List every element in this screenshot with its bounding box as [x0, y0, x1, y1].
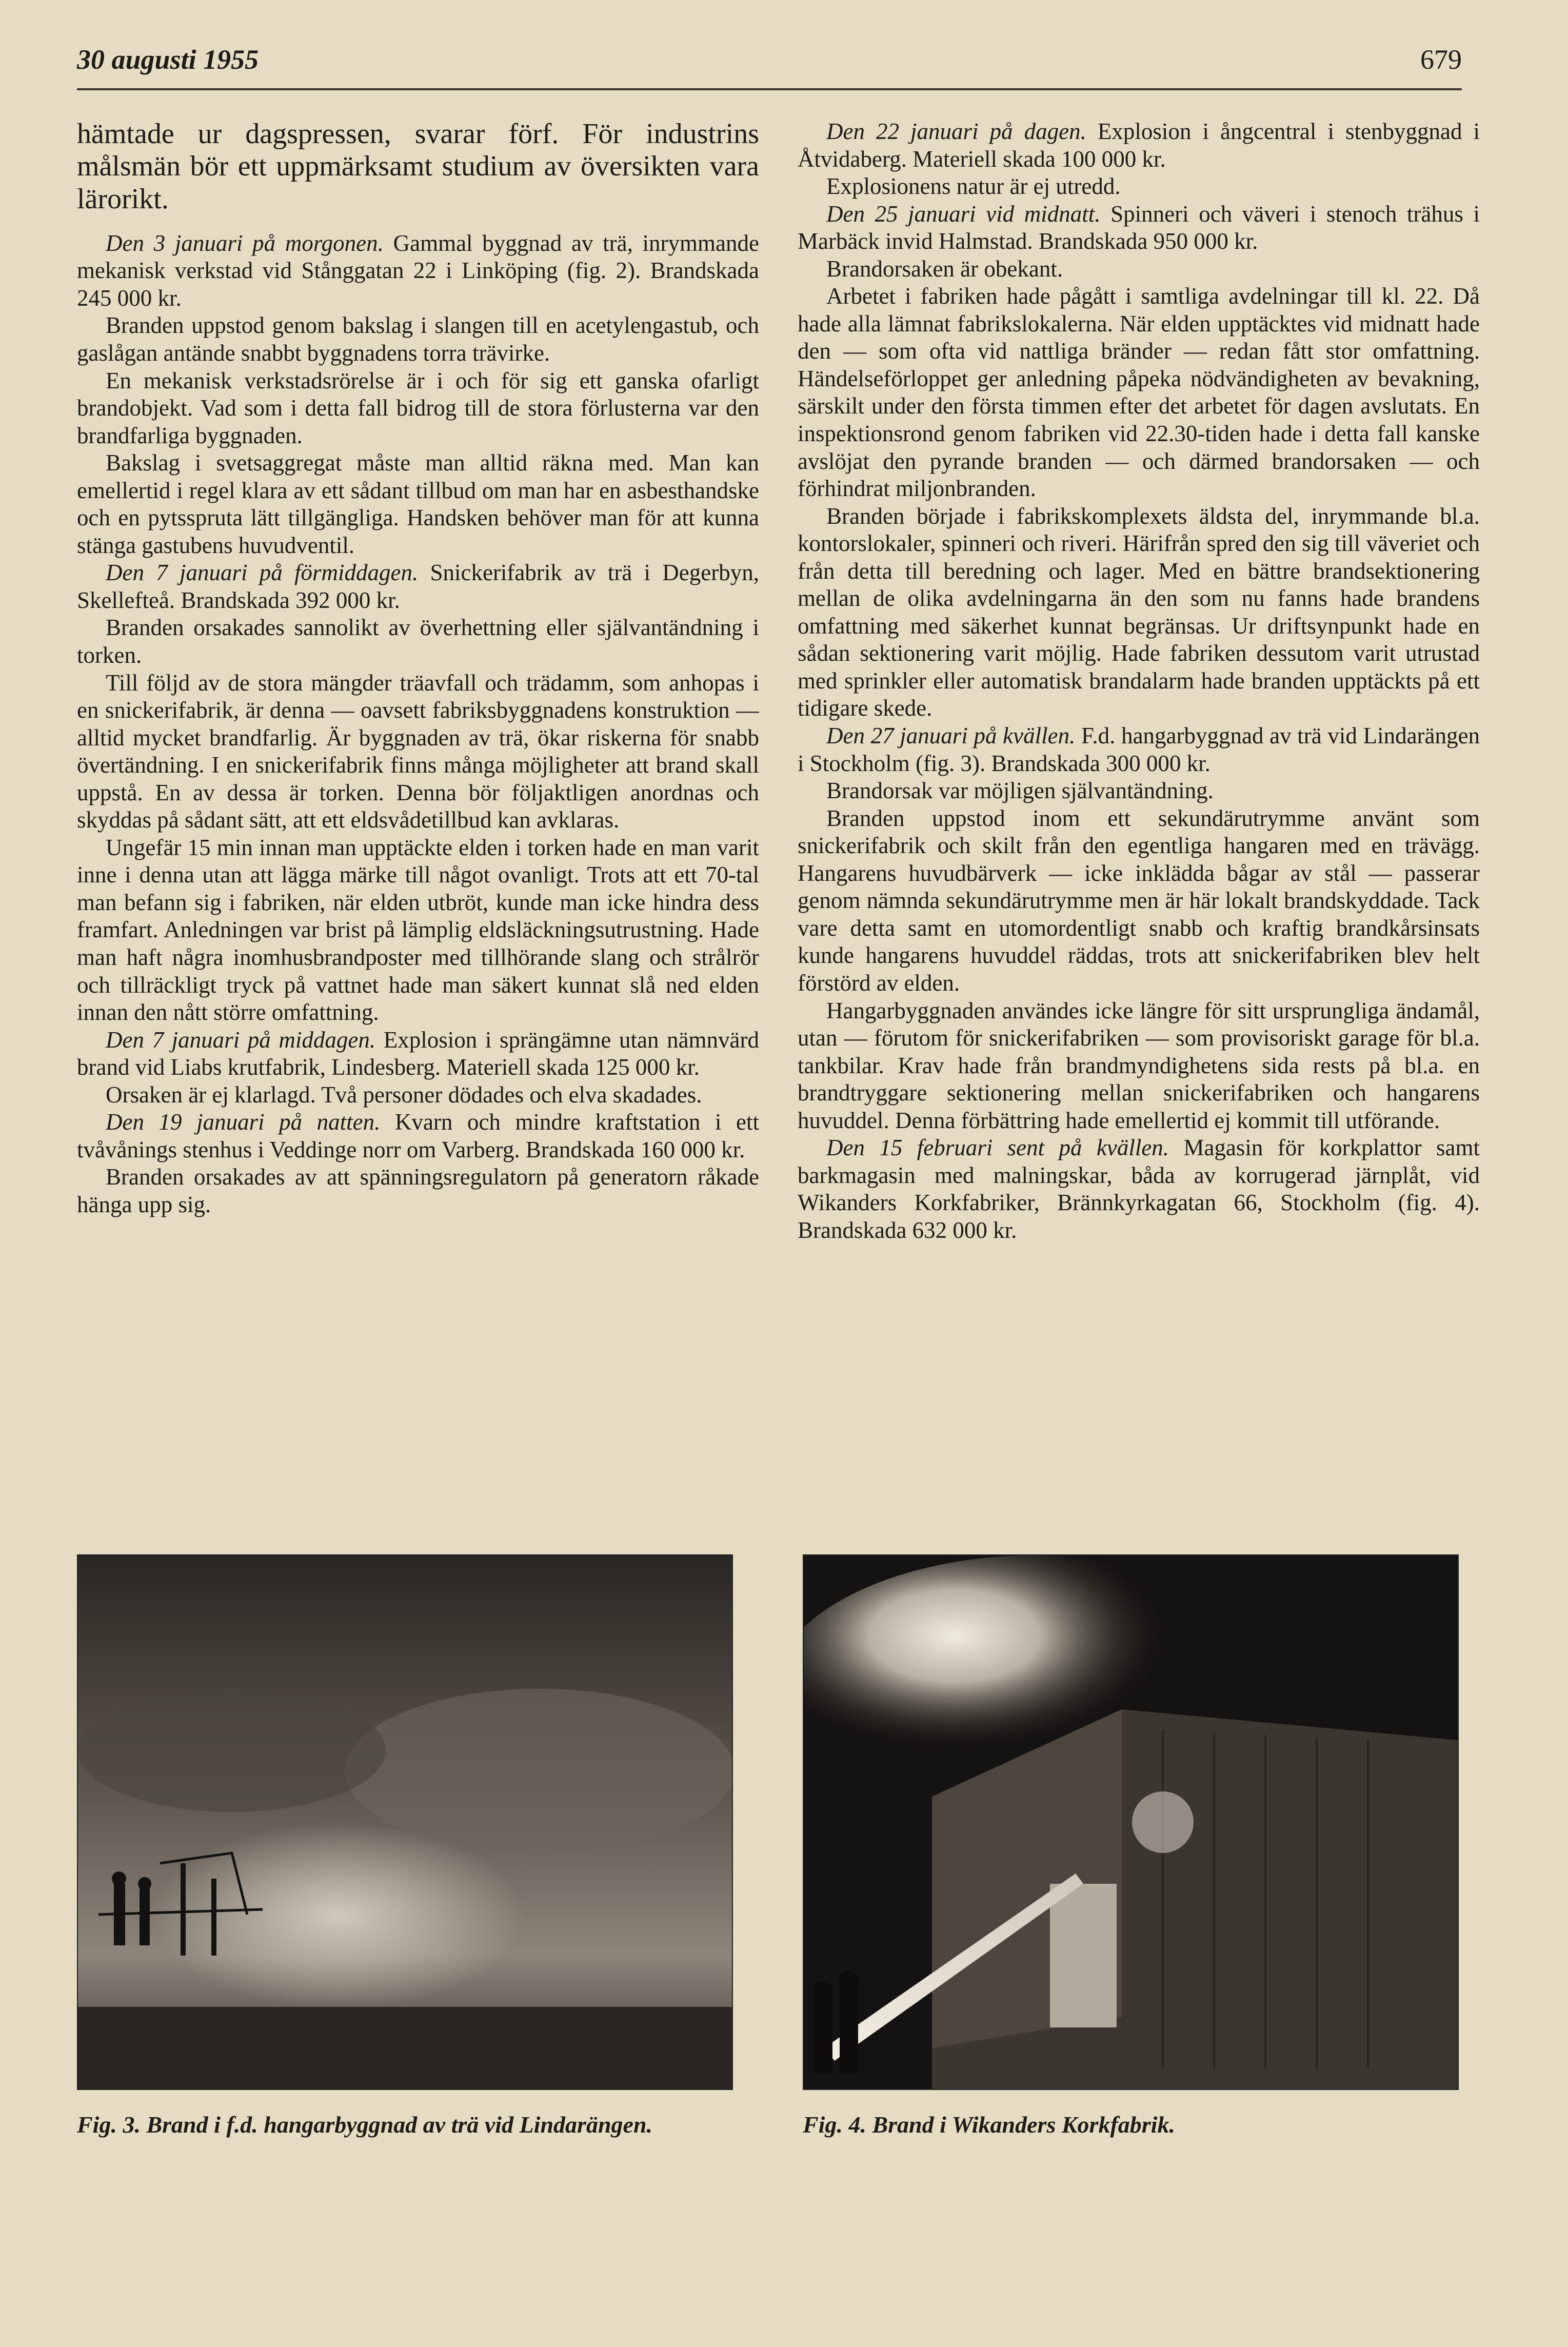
issue-date: 30 augusti 1955 [77, 44, 259, 75]
figure-4-caption: Fig. 4. Brand i Wikanders Korkfabrik. [803, 2112, 1175, 2138]
incident-dateline: Den 3 januari på morgonen. [106, 230, 384, 256]
incident-dateline: Den 7 januari på middagen. [106, 1027, 376, 1053]
page-number: 679 [1420, 44, 1462, 75]
paragraph: Till följd av de stora mängder träavfall och trädamm, som anhopas i en snickerifabrik, är denna — oavsett fabriksbyggnadens konstruktion — alltid mycket brandfarlig. Är byggnaden av trä, ökar riskerna för snabb övertändning. I en snickerifabrik finns många möjligheter att brand skall uppstå. En av dessa är torken. Denna bör följaktligen anordnas och skyddas på sådant sätt, att ett eldsvådetillbud kan avklaras. [77, 669, 759, 833]
paragraph: Arbetet i fabriken hade pågått i samtliga avdelningar till kl. 22. Då hade alla lämnat fabrikslokalerna. När elden upptäcktes vid midnatt hade den — som ofta vid nattliga bränder — redan fått stor omfattning. Händelseförloppet ger anledning påpeka nödvändigheten av bevakning, särskilt under den första timmen efter det arbetet för dagen avslutats. En inspektionsrond genom fabriken vid 22.30-tiden hade i detta fall kanske avslöjat den pyrande branden — och därmed brandorsaken — och förhindrat miljonbranden. [798, 283, 1480, 502]
paragraph-text: Kvarn och mindre kraftstation i ett tvåvånings stenhus i Veddinge norr om Varberg. Brandskada 160 000 kr. [77, 1109, 759, 1162]
incident-dateline: Den 25 januari vid midnatt. [826, 201, 1101, 227]
smoke-fire-photo [78, 1555, 732, 2089]
paragraph-text: Explosion i ångcentral i stenbyggnad i Åtvidaberg. Materiell skada 100 000 kr. [798, 119, 1480, 172]
paragraph: Ungefär 15 min innan man upptäckte elden i torken hade en man varit inne i denna utan att lägga märke till något ovanligt. Trots att ett 70-tal man befann sig i fabriken, när elden utbröt, kunde man icke hindra dess framfart. Anledningen var brist på lämplig eldsläckningsutrustning. Hade man haft några inomhusbrandposter med tillhörande slang och strålrör och tillräckligt tryck på vattnet hade man säkert kunnat slå ned elden innan den nått större omfattning. [77, 834, 759, 1025]
paragraph: Brandorsak var möjligen självantändning. [826, 778, 1214, 804]
paragraph: Orsaken är ej klarlagd. Två personer dödades och elva skadades. [106, 1081, 702, 1108]
incident-paragraph [77, 1027, 759, 1081]
left-column [77, 118, 759, 1513]
paragraph-text: F.d. hangarbyggnad av trä vid Lindarängen i Stockholm (fig. 3). Brandskada 300 000 kr. [798, 723, 1480, 776]
paragraph: Branden orsakades av att spänningsregulatorn på generatorn råkade hänga upp sig. [77, 1164, 759, 1217]
incident-paragraph [798, 722, 1480, 777]
figure-3-photo [77, 1554, 733, 2090]
incident-dateline: Den 15 februari sent på kvällen. [826, 1135, 1169, 1161]
header-rule [77, 88, 1462, 90]
incident-paragraph [798, 1134, 1480, 1244]
paragraph: Brandorsaken är obekant. [826, 255, 1063, 282]
paragraph: Branden började i fabrikskomplexets äldsta del, inrymmande bl.a. kontorslokaler, spinneri och riveri. Härifrån spred den sig till väveriet och från detta till beredning och lager. Med en bättre brandsektionering mellan de olika avdelningarna än den som nu fanns hade brandens omfattning med säkerhet kunnat begränsas. Ur driftsynpunkt hade en sådan sektionering varit möjlig. Hade fabriken dessutom varit utrustad med sprinkler eller automatisk brandalarm hade branden upptäckts på ett tidigare skede. [798, 503, 1480, 721]
paragraph-text: Explosion i sprängämne utan nämnvärd brand vid Liabs krutfabrik, Lindesberg. Materiell skada 125 000 kr. [77, 1027, 759, 1080]
incident-dateline: Den 22 januari på dagen. [826, 119, 1086, 144]
incident-paragraph [798, 118, 1480, 173]
barn-fire-photo [804, 1555, 1458, 2089]
paragraph: Branden orsakades sannolikt av överhettning eller självantändning i torken. [77, 615, 759, 668]
incident-paragraph [77, 1109, 759, 1163]
paragraph: Branden uppstod genom bakslag i slangen till en acetylengastub, och gaslågan antände snabbt byggnadens torra trävirke. [77, 312, 759, 366]
lead-paragraph: hämtade ur dagspressen, svarar förf. För industrins målsmän bör ett uppmärksamt studium av översikten vara lärorikt. [77, 118, 759, 215]
incident-dateline: Den 19 januari på natten. [106, 1109, 381, 1135]
incident-dateline: Den 27 januari på kvällen. [826, 723, 1076, 749]
paragraph: Branden uppstod inom ett sekundärutrymme använt som snickerifabrik och skilt från den egentliga hangaren med en trävägg. Hangarens huvudbärverk — icke inklädda bågar av stål — passerar genom nämnda sekundärutrymme men är här lokalt brandskyddade. Tack vare detta samt en utomordentligt snabb och kraftig brandkårsinsats kunde hangarens huvuddel räddas, trots att snickerifabriken blev helt förstörd av elden. [798, 805, 1480, 996]
paragraph-text: Spinneri och väveri i stenoch trähus i Marbäck invid Halmstad. Brandskada 950 000 kr. [798, 201, 1480, 254]
figure-4-photo [803, 1554, 1459, 2090]
paragraph-text: Snickerifabrik av trä i Degerbyn, Skellefteå. Brandskada 392 000 kr. [77, 560, 759, 613]
incident-paragraph [77, 230, 759, 312]
incident-paragraph [77, 559, 759, 614]
right-column [798, 118, 1480, 1513]
figure-3-caption: Fig. 3. Brand i f.d. hangarbyggnad av trä vid Lindarängen. [77, 2112, 653, 2138]
paragraph: Bakslag i svetsaggregat måste man alltid räkna med. Man kan emellertid i regel klara av ett sådant tillbud om man har en asbesthandske och en pytsspruta lätt tillgängliga. Handsken behöver man för att kunna stänga gastubens huvudventil. [77, 450, 759, 558]
page-header [77, 44, 1462, 85]
paragraph: Hangarbyggnaden användes icke längre för sitt ursprungliga ändamål, utan — förutom för snickerifabriken — som provisoriskt garage för bl.a. tankbilar. Krav hade från brandmyndighetens sida rests på bl.a. en brandtryggare sektionering mellan snickerifabriken och hangarens huvuddel. Denna förbättring hade emellertid ej kommit till utförande. [798, 997, 1480, 1133]
paragraph-text: Gammal byggnad av trä, inrymmande mekanisk verkstad vid Stånggatan 22 i Linköping (fig. 2). Brandskada 245 000 kr. [77, 230, 759, 311]
paragraph: En mekanisk verkstadsrörelse är i och för sig ett ganska ofarligt brandobjekt. Vad som i detta fall bidrog till de stora förlusterna var den brandfarliga byggnaden. [77, 367, 759, 448]
incident-dateline: Den 7 januari på förmiddagen. [106, 560, 419, 586]
paragraph: Explosionens natur är ej utredd. [826, 173, 1121, 200]
incident-paragraph [798, 201, 1480, 255]
paragraph-text: Magasin för korkplattor samt barkmagasin med malningskar, båda av korrugerad järnplåt, vid Wikanders Korkfabriker, Brännkyrkagatan 66, Stockholm (fig. 4). Brandskada 632 000 kr. [798, 1135, 1480, 1243]
